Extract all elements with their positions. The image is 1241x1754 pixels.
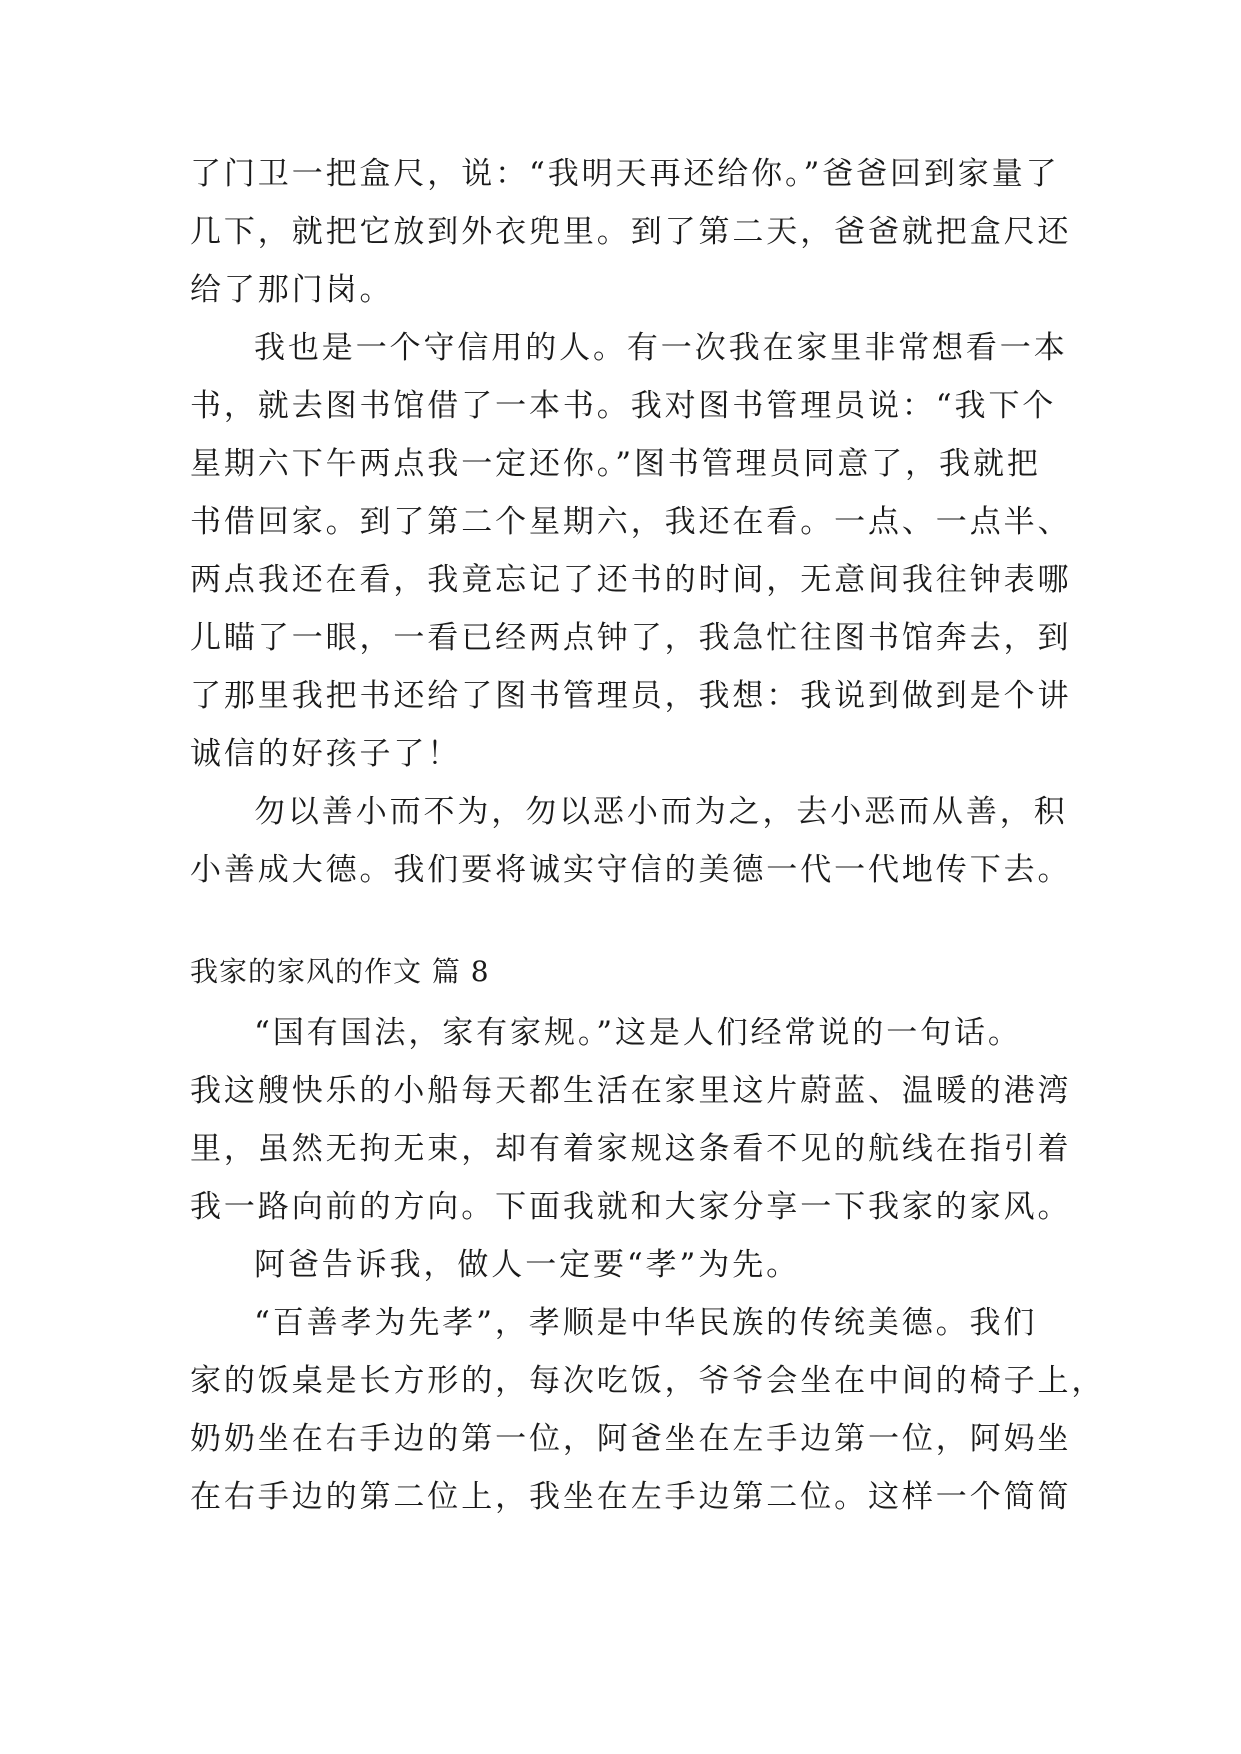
paragraph-line: “百善孝为先孝”，孝顺是中华民族的传统美德。我们 (254, 1305, 1038, 1341)
paragraph-line: 家的饭桌是长方形的，每次吃饭，爷爷会坐在中间的椅子上， (190, 1363, 1106, 1399)
paragraph-line: 几下，就把它放到外衣兜里。到了第二天，爸爸就把盒尺还 (190, 214, 1072, 250)
paragraph-line: 诚信的好孩子了！ (190, 736, 462, 772)
paragraph-line: 书，就去图书馆借了一本书。我对图书管理员说：“我下个 (190, 388, 1057, 424)
paragraph-line: 阿爸告诉我，做人一定要“孝”为先。 (254, 1247, 800, 1283)
paragraph-line: 我也是一个守信用的人。有一次我在家里非常想看一本 (254, 330, 1068, 366)
paragraph-line: 小善成大德。我们要将诚实守信的美德一代一代地传下去。 (190, 852, 1072, 888)
paragraph-line: 在右手边的第二位上，我坐在左手边第二位。这样一个简简 (190, 1479, 1072, 1515)
paragraph-line: 我这艘快乐的小船每天都生活在家里这片蔚蓝、温暖的港湾 (190, 1073, 1072, 1109)
paragraph-line: 奶奶坐在右手边的第一位，阿爸坐在左手边第一位，阿妈坐 (190, 1421, 1072, 1457)
paragraph-line: 了那里我把书还给了图书管理员，我想：我说到做到是个讲 (190, 678, 1072, 714)
paragraph-line: 了门卫一把盒尺，说：“我明天再还给你。”爸爸回到家量了 (190, 156, 1060, 192)
paragraph-line: 星期六下午两点我一定还你。”图书管理员同意了，我就把 (190, 446, 1041, 482)
paragraph-line: 里，虽然无拘无束，却有着家规这条看不见的航线在指引着 (190, 1131, 1072, 1167)
paragraph-line: 两点我还在看，我竟忘记了还书的时间，无意间我往钟表哪 (190, 562, 1072, 598)
paragraph-line: “国有国法，家有家规。”这是人们经常说的一句话。 (254, 1015, 1022, 1051)
paragraph-line: 勿以善小而不为，勿以恶小而为之，去小恶而从善，积 (254, 794, 1068, 830)
paragraph-line: 我一路向前的方向。下面我就和大家分享一下我家的家风。 (190, 1189, 1072, 1225)
paragraph-line: 给了那门岗。 (190, 272, 394, 308)
paragraph-line: 书借回家。到了第二个星期六，我还在看。一点、一点半、 (190, 504, 1072, 540)
section-title: 我家的家风的作文 篇 8 (190, 955, 490, 988)
paragraph-line: 儿瞄了一眼，一看已经两点钟了，我急忙往图书馆奔去，到 (190, 620, 1072, 656)
